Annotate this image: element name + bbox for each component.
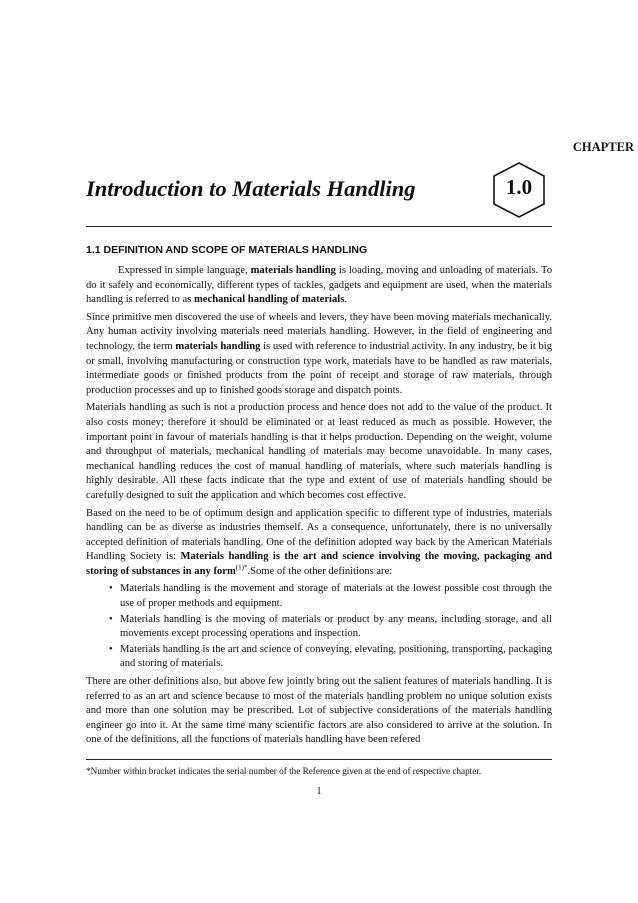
- header-divider: [86, 226, 552, 227]
- footnote: *Number within bracket indicates the serial number of the Reference given at the end of respective chapter.: [86, 766, 482, 776]
- chapter-number: 1.0: [505, 175, 533, 199]
- text-run: .Some of the other definitions are:: [247, 565, 393, 577]
- chapter-label: CHAPTER: [572, 140, 634, 154]
- text-run: Since primitive men discovered the use of wheels and levers, they have been moving materials mechanically. Any human activity involving materials need materials handling. However, in the field of engineering and technology, the term: [86, 311, 552, 352]
- text-run: .: [344, 294, 347, 306]
- paragraph-3: Materials handling as such is not a production process and hence does not add to the value of the product. It also costs money; therefore it should be eliminated or at least reduced as much as possible. However, the important point in favour of materials handling is that it helps production. Depending on the weight, volume and throughput of materials, mechanical handling of materials may become unavoidable. In many cases, mechanical handling reduces the cost of manual handling of materials, where such materials handling is highly desirable. All these facts indicate that the type and extent of use of materials handling should be carefully designed to suit the application and which becomes cost effective.: [86, 402, 552, 501]
- paragraph-4: [86, 507, 552, 580]
- text-run: Expressed in simple language,: [118, 265, 251, 276]
- definition-list: [86, 582, 552, 672]
- chapter-title: Introduction to Materials Handling: [86, 176, 416, 201]
- term-bold: materials handling: [250, 265, 336, 276]
- page-number: 1: [316, 786, 322, 797]
- text-run: Based on the need to be of optimum design and application specific to different type of industries, materials handling can be as diverse as industries themself. As a consequence, unfortunately, there is no universally accepted definition of materials handling. One of the definition adopted way back by the American Materials Handling Society is:: [86, 507, 552, 563]
- text-run: is used with reference to industrial activity. In any industry, be it big or small, involving manufacturing or construction type work, materials have to be handled as raw materials, intermediate goods or finished products from the point of receipt and storage of raw materials, through production processes and up to finished goods storage and dispatch points.: [86, 340, 552, 396]
- text-run: is loading, moving and unloading of materials. To do it safely and economically, different types of tackles, gadgets and equipment are used, when the materials handling is referred to as: [86, 265, 552, 306]
- chapter-number-badge: [489, 160, 549, 220]
- list-item: • Materials handling is the moving of materials or product by any means, including storage, and all movements except processing operations and inspection.: [120, 613, 552, 642]
- section-heading: 1.1 DEFINITION AND SCOPE OF MATERIALS HANDLING: [86, 244, 368, 256]
- paragraph-5: There are other definitions also, but above few jointly bring out the salient features of materials handling. It is referred to as an art and science because to most of the materials handling problem no unique solution exists and more than one solution may be prescribed. Lot of subjective considerations of the materials handling engineer go into it. At the same time many scientific factors are also considered to arrive at the solution. In one of the definitions, all the functions of materials handling have been refered: [86, 676, 552, 746]
- reference-marker: (1)*: [235, 563, 248, 572]
- footnote-divider: [86, 759, 552, 760]
- paragraph-2: [86, 311, 552, 399]
- term-bold: mechanical handling of materials: [193, 294, 345, 306]
- list-item: • Materials handling is the art and science of conveying, elevating, positioning, transporting, packaging and storing of materials.: [120, 643, 552, 672]
- body-text: [86, 264, 552, 751]
- term-bold: materials handling: [175, 340, 261, 352]
- paragraph-1: [86, 264, 552, 308]
- definition-bold: Materials handling is the art and science involving the moving, packaging and storing of substances in any form: [86, 551, 552, 577]
- list-item: • Materials handling is the movement and storage of materials at the lowest possible cost through the use of proper methods and equipment.: [120, 582, 552, 611]
